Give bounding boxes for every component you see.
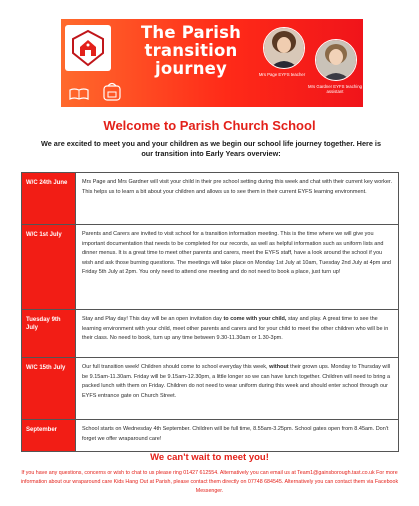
row-text: Stay and Play day! This day will be an open invitation day xyxy=(82,316,224,322)
row-date: W/C 15th July xyxy=(22,358,76,420)
header-banner xyxy=(61,19,363,107)
row-date: Tuesday 9th July xyxy=(22,310,76,358)
row-date: W/C 24th June xyxy=(22,173,76,225)
row-text-bold: to come with your child, xyxy=(223,316,287,322)
intro-text: We are excited to meet you and your children as we begin our school life journey together. Here is our transition into Early Years overview: xyxy=(40,139,382,158)
school-crest-icon xyxy=(65,25,111,71)
banner-title: The Parish transition journey xyxy=(140,23,242,78)
table-row xyxy=(22,310,399,358)
transition-schedule-table xyxy=(21,172,399,452)
closing-heading: We can't wait to meet you! xyxy=(150,452,269,463)
row-date: September xyxy=(22,420,76,452)
row-text: Our full transition week! Children should come to school everyday this week, xyxy=(82,364,270,370)
row-description xyxy=(76,358,399,420)
row-description: Parents and Carers are invited to visit school for a transition information meeting. This is the time where we will give you important documentation that needs to be completed for our records, as well as helpful information such as uniform lists and dinner menus. It is a great time to meet other parents and carers, meet the EYFS staff, have a look around the school if you wish and ask those burning questions. The meetings will take place on Monday 1st July at 10am, Tuesday 2nd July at 4pm and Friday 5th July at 2pm. You only need to attend one meeting and do not need to book a place, just turn up! xyxy=(76,225,399,310)
table-row xyxy=(22,358,399,420)
table-row xyxy=(22,173,399,225)
contact-info: If you have any questions, concerns or wish to chat to us please ring 01427 612554. Alternatively you can email us at Team1@gainsborough.tast.co.uk For more information about our wraparound care Kids Hang Out at Parish, please contact them directly on 07748 684545. Alternatively you can contact them via Facebook Messenger. xyxy=(20,470,399,494)
row-text-bold: without xyxy=(269,364,289,370)
table-row xyxy=(22,420,399,452)
row-description xyxy=(76,310,399,358)
assistant-photo xyxy=(315,39,357,81)
row-description: School starts on Wednesday 4th September. Children will be full time, 8.55am-3.25pm. School gates open from 8.45am. Don't forget we offer wraparound care! xyxy=(76,420,399,452)
row-date: W/C 1st July xyxy=(22,225,76,310)
row-text: their grown ups. Monday to Thursday will be 9.15am-11.30am. Friday will be 9.15am-12.30pm, a little longer so we can have lunch together. Children will need to bring a packed lunch with them on Friday. Children do not need to wear uniform during this week and should enter school through our EYFS entrance gate on Church Street. xyxy=(82,364,391,399)
schoolbag-icon xyxy=(101,81,123,101)
row-text: stay and play. A great time to see the learning environment with your child, meet other parents and carers and for your child to meet the other children who will be in their class. No need to book, turn up any time between 9.30-11.30am or 1.30-3pm. xyxy=(82,316,389,342)
book-icon xyxy=(69,87,89,99)
row-description: Mrs Page and Mrs Gardner will visit your child in their pre school setting during this week and chat with their current key worker. This helps us to learn a bit about your children and allows us to see them in their current EYFS learning environment. xyxy=(76,173,399,225)
table-row xyxy=(22,225,399,310)
assistant-caption: Mrs Gardner EYFS teaching assistant xyxy=(308,84,362,94)
page-title: Welcome to Parish Church School xyxy=(103,118,316,133)
teacher-photo xyxy=(263,27,305,69)
teacher-caption: Mrs Page EYFS teacher xyxy=(258,72,306,77)
